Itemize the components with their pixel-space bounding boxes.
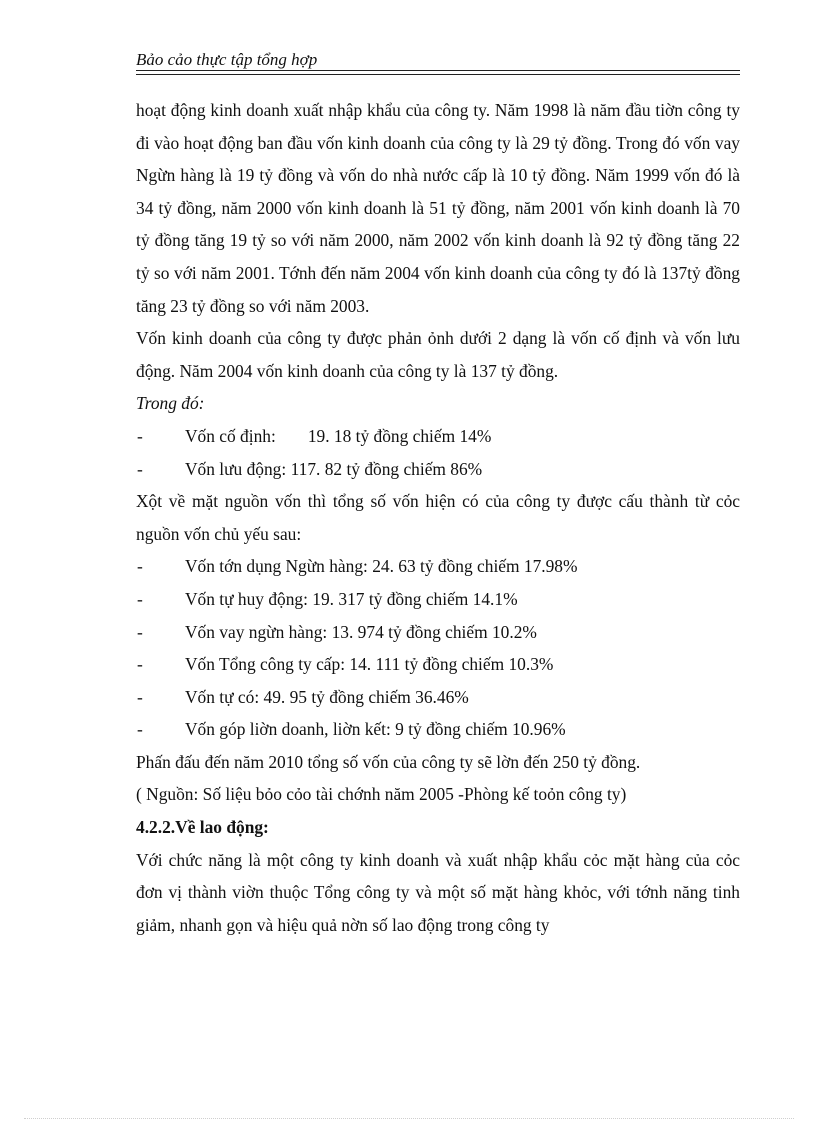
list-item-source — [136, 616, 740, 649]
header-rule-top — [136, 70, 740, 71]
list-item-source — [136, 713, 740, 746]
source-note: ( Nguồn: Số liệu bỏo cỏo tài chớnh năm 2005 -Phòng kế toỏn công ty) — [136, 784, 627, 805]
working-capital-label: Vốn lưu động: — [185, 458, 287, 479]
list-dash: - — [137, 719, 143, 740]
section-heading-labor: 4.2.2.Về lao động: — [136, 817, 269, 838]
source-text: Vốn vay ngừn hàng: 13. 974 tỷ đồng chiếm 10.2% — [185, 621, 537, 642]
source-text: Vốn góp liờn doanh, liờn kết: 9 tỷ đồng chiếm 10.96% — [185, 719, 566, 740]
list-dash: - — [137, 686, 143, 707]
paragraph-capital-history: hoạt động kinh doanh xuất nhập khẩu của công ty. Năm 1998 là năm đầu tiờn công ty đi vào hoạt động ban đầu vốn kinh doanh của công ty là 29 tỷ đồng. Trong đó vốn vay Ngừn hàng là 19 tỷ đồng và vốn do nhà nước cấp là 10 tỷ đồng. Năm 1999 vốn đó là 34 tỷ đồng, năm 2000 vốn kinh doanh là 51 tỷ đồng, năm 2001 vốn kinh doanh là 70 tỷ đồng tăng 19 tỷ so với năm 2000, năm 2002 vốn kinh doanh là 92 tỷ đồng tăng 22 tỷ so với năm 2001. Tớnh đến năm 2004 vốn kinh doanh của công ty đó là 137tỷ đồng tăng 23 tỷ đồng so với năm 2003. — [136, 100, 740, 316]
list-item-source — [136, 583, 740, 616]
list-dash: - — [137, 425, 143, 446]
working-capital-value: 117. 82 tỷ đồng chiếm 86% — [290, 458, 483, 479]
paragraph-target-2010: Phấn đấu đến năm 2010 tổng số vốn của công ty sẽ lờn đến 250 tỷ đồng. — [136, 751, 641, 772]
trong-do-label: Trong đó: — [136, 393, 205, 414]
list-dash: - — [137, 588, 143, 609]
list-item-source — [136, 550, 740, 583]
source-text: Vốn Tổng công ty cấp: 14. 111 tỷ đồng chiếm 10.3% — [185, 654, 554, 675]
source-text: Vốn tự huy động: 19. 317 tỷ đồng chiếm 14.1% — [185, 588, 518, 609]
paragraph-capital-sources: Xột về mặt nguồn vốn thì tổng số vốn hiện có của công ty được cấu thành từ cỏc nguồn vốn chủ yếu sau: — [136, 491, 740, 544]
list-item-source — [136, 681, 740, 714]
header-rule-bottom — [136, 74, 740, 75]
list-item-working-capital — [136, 453, 740, 486]
paragraph-labor: Với chức năng là một công ty kinh doanh và xuất nhập khẩu cỏc mặt hàng của cỏc đơn vị thành viờn thuộc Tổng công ty và một số mặt hàng khỏc, với tớnh năng tinh giảm, nhanh gọn và hiệu quả nờn số lao động trong công ty — [136, 849, 740, 935]
list-dash: - — [137, 556, 143, 577]
list-dash: - — [137, 621, 143, 642]
document-body — [136, 94, 740, 941]
source-text: Vốn tớn dụng Ngừn hàng: 24. 63 tỷ đồng chiếm 17.98% — [185, 556, 578, 577]
list-dash: - — [137, 654, 143, 675]
paragraph-capital-forms: Vốn kinh doanh của công ty được phản ỏnh dưới 2 dạng là vốn cố định và vốn lưu động. Năm 2004 vốn kinh doanh của công ty là 137 tỷ đồng. — [136, 328, 740, 381]
list-dash: - — [137, 458, 143, 479]
page-header-title: Bảo cảo thực tập tổng hợp — [136, 50, 318, 69]
page-bottom-dotted-rule — [24, 1118, 794, 1119]
list-item-fixed-capital — [136, 420, 740, 453]
fixed-capital-label: Vốn cố định: — [185, 425, 276, 446]
fixed-capital-value: 19. 18 tỷ đồng chiếm 14% — [307, 425, 492, 446]
source-text: Vốn tự có: 49. 95 tỷ đồng chiếm 36.46% — [185, 686, 469, 707]
list-item-source — [136, 648, 740, 681]
